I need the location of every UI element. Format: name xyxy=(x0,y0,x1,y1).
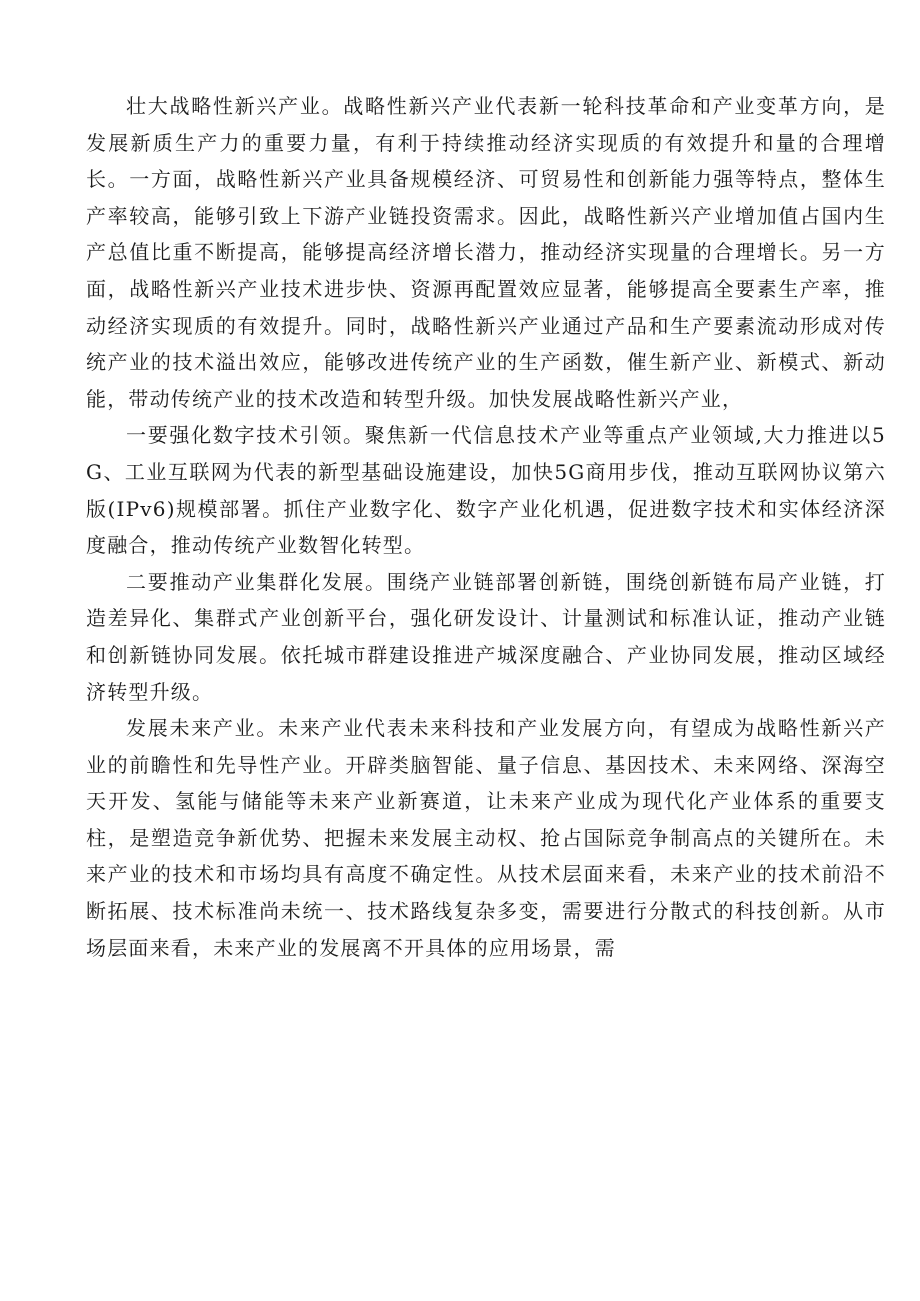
paragraph-strategic-emerging-industries: 壮大战略性新兴产业。战略性新兴产业代表新一轮科技革命和产业变革方向，是发展新质生产力的重要力量，有利于持续推动经济实现质的有效提升和量的合理增长。一方面，战略性新兴产业具备规模经济、可贸易性和创新能力强等特点，整体生产率较高，能够引致上下游产业链投资需求。因此，战略性新兴产业增加值占国内生产总值比重不断提高，能够提高经济增长潜力，推动经济实现量的合理增长。另一方面，战略性新兴产业技术进步快、资源再配置效应显著，能够提高全要素生产率，推动经济实现质的有效提升。同时，战略性新兴产业通过产品和生产要素流动形成对传统产业的技术溢出效应，能够改进传统产业的生产函数，催生新产业、新模式、新动能，带动传统产业的技术改造和转型升级。加快发展战略性新兴产业， xyxy=(86,94,886,411)
document-body xyxy=(86,88,886,966)
paragraph-industrial-clusters: 二要推动产业集群化发展。围绕产业链部署创新链，围绕创新链布局产业链，打造差异化、集群式产业创新平台，强化研发设计、计量测试和标准认证，推动产业链和创新链协同发展。依托城市群建设推进产城深度融合、产业协同发展，推动区域经济转型升级。 xyxy=(86,569,886,704)
paragraph-future-industries: 发展未来产业。未来产业代表未来科技和产业发展方向，有望成为战略性新兴产业的前瞻性和先导性产业。开辟类脑智能、量子信息、基因技术、未来网络、深海空天开发、氢能与储能等未来产业新赛道，让未来产业成为现代化产业体系的重要支柱，是塑造竞争新优势、把握未来发展主动权、抢占国际竞争制高点的关键所在。未来产业的技术和市场均具有高度不确定性。从技术层面来看，未来产业的技术前沿不断拓展、技术标准尚未统一、技术路线复杂多变，需要进行分散式的科技创新。从市场层面来看，未来产业的发展离不开具体的应用场景，需 xyxy=(86,716,886,960)
paragraph-digital-technology: 一要强化数字技术引领。聚焦新一代信息技术产业等重点产业领域,大力推进以5G、工业互联网为代表的新型基础设施建设，加快5G商用步伐，推动互联网协议第六版(IPv6)规模部署。抓住产业数字化、数字产业化机遇，促进数字技术和实体经济深度融合，推动传统产业数智化转型。 xyxy=(86,423,886,558)
